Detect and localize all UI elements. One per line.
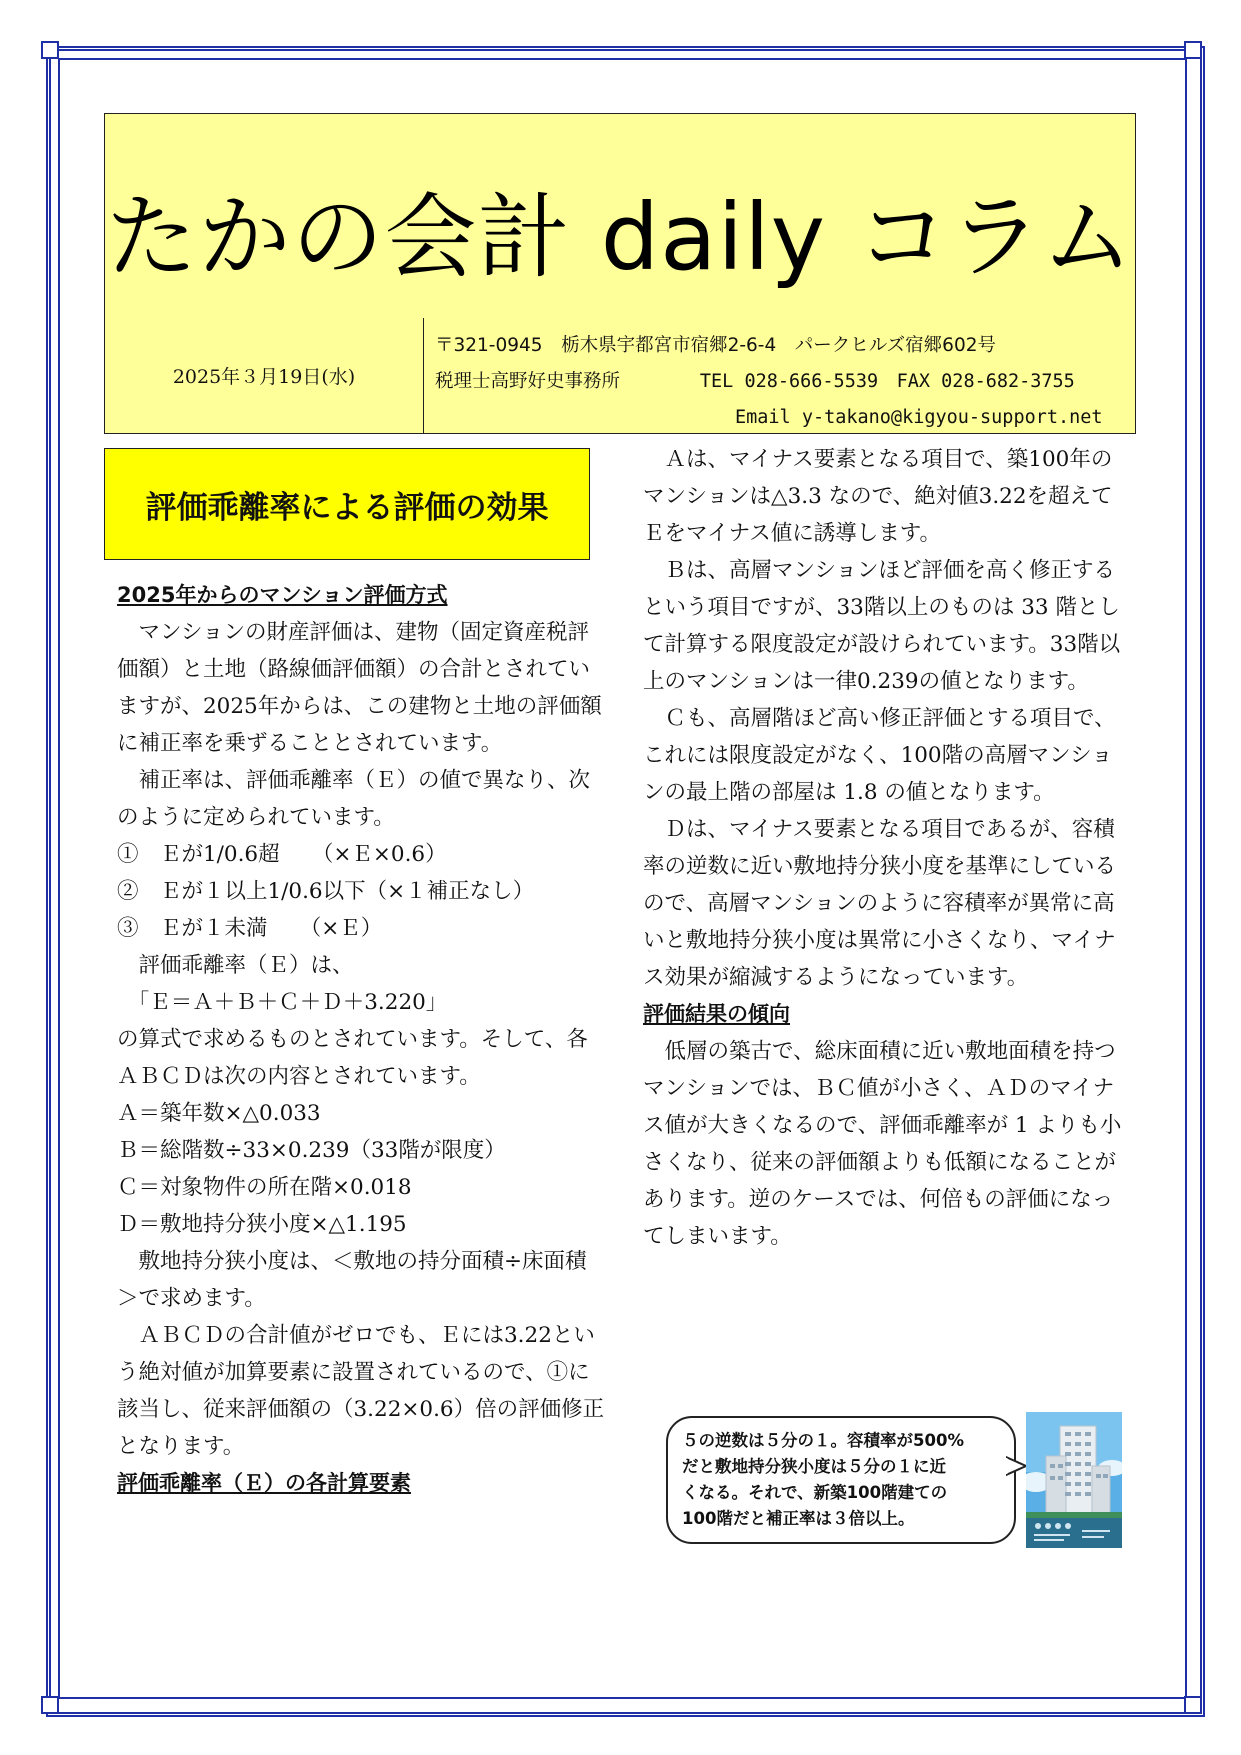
definition-a: Ａ＝築年数×△0.033 [117,1101,321,1126]
border-corner [1184,1696,1202,1714]
section-heading: 評価結果の傾向 [643,1002,790,1026]
paragraph: Ａは、マイナス要素となる項目で、築100年のマンションは△3.3 なので、絶対値3.22を超えてＥをマイナス値に誘導します。 [643,447,1113,546]
border-corner [41,1696,59,1714]
email[interactable]: Email y-takano@kigyou-support.net [735,407,1103,428]
masthead [104,113,1136,319]
border-corner [41,41,59,59]
masthead-title: たかの会計 daily コラム [105,184,1135,291]
border-corner [1184,41,1202,59]
definition-b: Ｂ＝総階数÷33×0.239（33階が限度） [117,1138,506,1163]
building-icon [1026,1412,1122,1548]
speech-bubble [666,1416,1016,1544]
paragraph: の算式で求めるものとされています。そして、各ＡＢＣＤは次の内容とされています。 [117,1027,588,1089]
paragraph: Ｃも、高層階ほど高い修正評価とする項目で、これには限度設定がなく、100階の高層マンションの最上階の部屋は 1.8 の値となります。 [643,706,1116,805]
formula: 「Ｅ＝Ａ＋Ｂ＋Ｃ＋Ｄ＋3.220」 [117,990,448,1015]
paragraph: ＡＢＣＤの合計値がゼロでも、Ｅには3.22という絶対値が加算要素に設置されているので、①に該当し、従来評価額の（3.22×0.6）倍の評価修正となります。 [117,1323,605,1459]
bubble-line: ５の逆数は５分の１。容積率が500% [682,1431,964,1450]
address: 〒321-0945 栃木県宇都宮市宿郷2-6-4 パークヒルズ宿郷602号 [435,335,996,356]
section-heading: 2025年からのマンション評価方式 [117,583,448,607]
list-item: ② Ｅが１以上1/0.6以下（×１補正なし） [117,879,535,904]
list-item: ① Ｅが1/0.6超 （×Ｅ×0.6） [117,842,447,867]
paragraph: マンションの財産評価は、建物（固定資産税評価額）と土地（路線価評価額）の合計とされていますが、2025年からは、この建物と土地の評価額に補正率を乗ずることとされています。 [117,620,602,756]
contact-info [435,328,1125,436]
issue-date: 2025年３月19日(水) [105,318,424,433]
info-bar [104,318,1136,434]
paragraph: Ｂは、高層マンションほど評価を高く修正するという項目ですが、33階以上のものは 33 階として計算する限度設定が設けられています。33階以上のマンションは一律0.239の値となります。 [643,558,1121,694]
tel-fax: TEL 028-666-5539 FAX 028-682-3755 [699,371,1075,392]
paragraph: 敷地持分狭小度は、＜敷地の持分面積÷床面積＞で求めます。 [117,1249,587,1311]
article-headline: 評価乖離率による評価の効果 [104,448,590,560]
paragraph: 低層の築古で、総床面積に近い敷地面積を持つマンションでは、ＢＣ値が小さく、ＡＤのマイナス値が大きくなるので、評価乖離率が 1 よりも小さくなり、従来の評価額よりも低額になることがあります。逆のケースでは、何倍もの評価になってしまいます。 [643,1039,1122,1249]
bubble-line: だと敷地持分狭小度は５分の１に近 [682,1457,946,1476]
definition-c: Ｃ＝対象物件の所在階×0.018 [117,1175,412,1200]
section-heading: 評価乖離率（Ｅ）の各計算要素 [117,1471,411,1495]
paragraph: 補正率は、評価乖離率（Ｅ）の値で異なり、次のように定められています。 [117,768,591,830]
paragraph: Ｄは、マイナス要素となる項目であるが、容積率の逆数に近い敷地持分狭小度を基準にしているので、高層マンションのように容積率が異常に高いと敷地持分狭小度は異常に小さくなり、マイナス効果が縮減するようになっています。 [643,817,1117,990]
list-item: ③ Ｅが１未満 （×Ｅ） [117,916,383,941]
definition-d: Ｄ＝敷地持分狭小度×△1.195 [117,1212,407,1237]
office-line [435,364,1125,400]
paragraph: 評価乖離率（Ｅ）は、 [117,953,354,978]
bubble-tail [1006,1455,1026,1477]
bubble-line: 100階だと補正率は３倍以上。 [682,1509,915,1528]
right-column [643,441,1131,1255]
left-column [117,577,605,1502]
bubble-line: くなる。それで、新築100階建ての [682,1483,948,1502]
office-name: 税理士高野好史事務所 [435,371,621,392]
